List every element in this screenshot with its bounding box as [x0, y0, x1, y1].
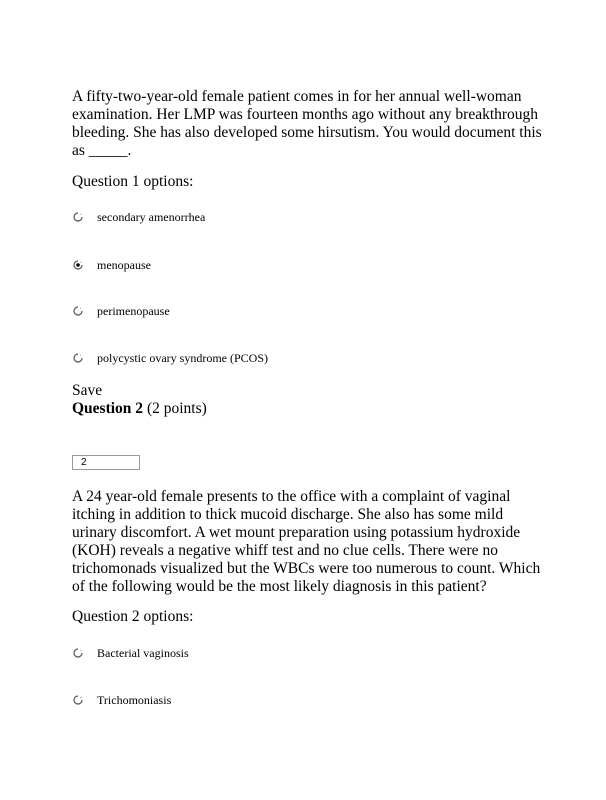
option-label: secondary amenorrhea: [97, 209, 206, 224]
question-number-field[interactable]: 2: [72, 455, 140, 470]
question-1-text-block: [72, 88, 542, 160]
radio-selected-icon[interactable]: [73, 260, 83, 270]
option-label: menopause: [97, 257, 151, 272]
q1-option-perimenopause[interactable]: [73, 303, 170, 319]
question-2-options-heading: [72, 608, 542, 626]
question-2-points: (2 points): [146, 400, 207, 417]
q1-option-secondary-amenorrhea[interactable]: [73, 209, 205, 225]
option-label: Trichomoniasis: [97, 692, 172, 707]
radio-unselected-icon[interactable]: [73, 212, 83, 222]
radio-unselected-icon[interactable]: [73, 648, 83, 658]
question-2-text-block: [72, 488, 542, 596]
option-label: Bacterial vaginosis: [97, 645, 189, 660]
question-1-text: A fifty-two-year-old female patient comes in for her annual well-woman examination. Her LMP was fourteen months ago without any breakthrough bleeding. She has also developed some hirsutism. You would document this as _____.: [72, 88, 542, 159]
question-2-text: A 24 year-old female presents to the office with a complaint of vaginal itching in addition to thick mucoid discharge. She also has some mild urinary discomfort. A wet mount preparation using potassium hydroxide (KOH) reveals a negative whiff test and no clue cells. There were no trichomonads visualized but the WBCs were too numerous to count. Which of the following would be the most likely diagnosis in this patient?: [72, 488, 541, 595]
option-label: perimenopause: [97, 303, 170, 318]
question-2-header: [72, 400, 542, 418]
save-button[interactable]: Save: [72, 382, 103, 399]
q2-option-trichomoniasis[interactable]: [73, 692, 171, 708]
question-1-options-heading: [72, 173, 542, 191]
question-2-options-heading-text: Question 2 options:: [72, 608, 194, 625]
question-1-options-heading-text: Question 1 options:: [72, 173, 194, 190]
radio-unselected-icon[interactable]: [73, 353, 83, 363]
radio-unselected-icon[interactable]: [73, 306, 83, 316]
question-2-title: Question 2: [72, 400, 144, 417]
option-label: polycystic ovary syndrome (PCOS): [97, 350, 268, 365]
q1-option-pcos[interactable]: [73, 350, 268, 366]
q1-option-menopause[interactable]: [73, 257, 151, 273]
save-link-container: [72, 382, 542, 400]
q2-option-bacterial-vaginosis[interactable]: [73, 645, 189, 661]
radio-unselected-icon[interactable]: [73, 695, 83, 705]
